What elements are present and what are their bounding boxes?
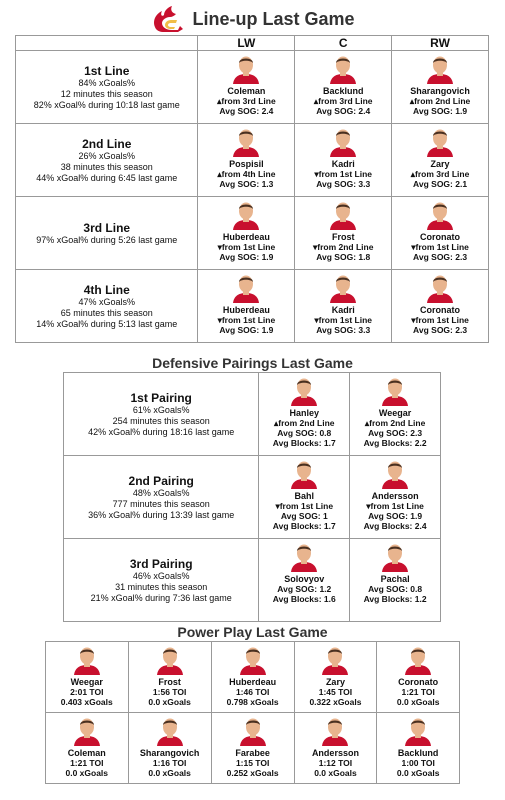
player-card <box>350 373 441 456</box>
player-avg-sog: Avg SOG: 0.8 <box>277 428 332 438</box>
player-name: Solovyov <box>284 574 325 584</box>
player-card <box>198 197 295 270</box>
line-minutes: 12 minutes this season <box>60 88 153 99</box>
player-name: Huberdeau <box>222 232 270 242</box>
player-xgoals: 0.322 xGoals <box>309 697 362 707</box>
player-card <box>259 373 350 456</box>
player-avg-sog: Avg SOG: 2.4 <box>316 106 371 116</box>
player-xgoals: 0.798 xGoals <box>226 697 279 707</box>
player-name: Frost <box>331 232 355 242</box>
player-line-change: ▾from 1st Line <box>314 169 373 179</box>
player-name: Bahl <box>294 491 315 501</box>
flames-logo-icon <box>150 5 184 33</box>
player-headshot-icon <box>320 716 350 746</box>
player-line-change: ▾from 1st Line <box>314 315 373 325</box>
forward-line-row <box>16 270 489 343</box>
pairing-xgoals: 61% xGoals% <box>132 404 190 415</box>
player-avg-sog: Avg SOG: 2.4 <box>219 106 274 116</box>
player-headshot-icon <box>425 127 455 157</box>
player-xgoals: 0.252 xGoals <box>226 768 279 778</box>
player-card <box>128 713 211 784</box>
player-xgoals: 0.0 xGoals <box>148 768 191 778</box>
player-avg-blocks: Avg Blocks: 2.2 <box>363 438 427 448</box>
player-headshot-icon <box>289 459 319 489</box>
player-xgoals: 0.0 xGoals <box>396 697 440 707</box>
forward-line-row <box>16 51 489 124</box>
player-card <box>295 270 392 343</box>
pairing-description <box>64 456 259 539</box>
player-line-change: ▾from 1st Line <box>411 242 469 252</box>
player-headshot-icon <box>238 716 268 746</box>
player-name: Andersson <box>371 491 419 501</box>
player-line-change: ▴from 3rd Line <box>313 96 373 106</box>
player-card <box>211 713 294 784</box>
pairing-last-game: 21% xGoal% during 7:36 last game <box>90 592 232 603</box>
line-last-game: 82% xGoal% during 10:18 last game <box>33 99 180 110</box>
player-name: Coronato <box>420 305 461 315</box>
player-card <box>295 197 392 270</box>
player-card <box>350 539 441 622</box>
player-avg-blocks: Avg Blocks: 1.6 <box>272 594 336 604</box>
player-card <box>392 197 489 270</box>
column-header <box>16 36 198 51</box>
player-line-change: ▴from 3rd Line <box>217 96 276 106</box>
player-headshot-icon <box>403 645 433 675</box>
player-xgoals: 0.0 xGoals <box>148 697 191 707</box>
line-last-game: 14% xGoal% during 5:13 last game <box>36 318 178 329</box>
player-headshot-icon <box>238 645 268 675</box>
player-headshot-icon <box>289 376 319 406</box>
pairing-row <box>64 456 441 539</box>
player-line-change: ▾from 1st Line <box>217 242 276 252</box>
player-name: Pospisil <box>229 159 264 169</box>
player-card <box>46 642 129 713</box>
column-header-rw: RW <box>392 36 489 51</box>
power-play-row <box>46 713 460 784</box>
line-xgoals: 47% xGoals% <box>78 296 135 307</box>
player-headshot-icon <box>231 273 261 303</box>
forward-line-row <box>16 124 489 197</box>
player-name: Sharangovich <box>139 748 200 758</box>
player-name: Hanley <box>289 408 320 418</box>
player-headshot-icon <box>328 127 358 157</box>
player-card <box>377 642 460 713</box>
player-card <box>294 713 377 784</box>
player-line-change: ▾from 1st Line <box>275 501 334 511</box>
player-name: Zary <box>430 159 450 169</box>
player-avg-sog: Avg SOG: 1.2 <box>277 584 332 594</box>
player-avg-sog: Avg SOG: 1.9 <box>368 511 423 521</box>
pairing-name: 1st Pairing <box>130 390 192 405</box>
column-header-lw: LW <box>198 36 295 51</box>
player-line-change: ▴from 2nd Line <box>409 96 471 106</box>
forward-lines-table <box>15 35 489 343</box>
player-name: Weegar <box>378 408 412 418</box>
page-title: Line-up Last Game <box>192 8 355 29</box>
player-headshot-icon <box>72 645 102 675</box>
player-name: Huberdeau <box>229 677 277 687</box>
player-headshot-icon <box>328 200 358 230</box>
line-xgoals: 84% xGoals% <box>78 77 135 88</box>
player-toi: 1:56 TOI <box>152 687 187 697</box>
player-toi: 1:46 TOI <box>235 687 270 697</box>
pairing-row <box>64 539 441 622</box>
player-headshot-icon <box>320 645 350 675</box>
player-name: Coleman <box>227 86 266 96</box>
power-play-table <box>45 641 460 784</box>
player-avg-blocks: Avg Blocks: 1.7 <box>272 438 336 448</box>
player-card <box>392 51 489 124</box>
player-name: Andersson <box>311 748 359 758</box>
player-card <box>198 51 295 124</box>
player-toi: 1:15 TOI <box>235 758 270 768</box>
player-line-change: ▴from 2nd Line <box>274 418 335 428</box>
player-name: Pachal <box>380 574 410 584</box>
player-avg-sog: Avg SOG: 2.3 <box>368 428 423 438</box>
pairing-minutes: 777 minutes this season <box>112 498 210 509</box>
player-line-change: ▾from 1st Line <box>217 315 276 325</box>
player-toi: 2:01 TOI <box>70 687 104 697</box>
player-headshot-icon <box>425 200 455 230</box>
player-line-change: ▾from 1st Line <box>366 501 424 511</box>
player-avg-blocks: Avg Blocks: 2.4 <box>363 521 427 531</box>
pairing-xgoals: 48% xGoals% <box>132 487 190 498</box>
player-name: Zary <box>325 677 345 687</box>
player-card <box>259 456 350 539</box>
player-headshot-icon <box>425 273 455 303</box>
player-card <box>128 642 211 713</box>
player-avg-sog: Avg SOG: 1.9 <box>413 106 468 116</box>
player-line-change: ▾from 1st Line <box>411 315 469 325</box>
player-headshot-icon <box>380 542 410 572</box>
line-minutes: 65 minutes this season <box>60 307 153 318</box>
player-headshot-icon <box>231 127 261 157</box>
pairing-xgoals: 46% xGoals% <box>132 570 190 581</box>
player-card <box>198 270 295 343</box>
player-card <box>211 642 294 713</box>
player-toi: 1:45 TOI <box>318 687 353 697</box>
header <box>0 4 505 34</box>
pairing-description <box>64 373 259 456</box>
player-toi: 1:12 TOI <box>318 758 353 768</box>
column-header-c: C <box>295 36 392 51</box>
player-headshot-icon <box>328 54 358 84</box>
defense-section-title: Defensive Pairings Last Game <box>152 355 353 371</box>
pairing-minutes: 254 minutes this season <box>112 415 210 426</box>
player-toi: 1:21 TOI <box>401 687 435 697</box>
player-toi: 1:00 TOI <box>401 758 435 768</box>
player-avg-sog: Avg SOG: 2.1 <box>413 179 468 189</box>
player-line-change: ▾from 2nd Line <box>312 242 374 252</box>
player-avg-sog: Avg SOG: 1.9 <box>219 325 274 335</box>
player-headshot-icon <box>231 54 261 84</box>
line-last-game: 44% xGoal% during 6:45 last game <box>36 172 178 183</box>
pairing-row <box>64 373 441 456</box>
player-headshot-icon <box>380 376 410 406</box>
player-name: Coronato <box>398 677 439 687</box>
player-card <box>294 642 377 713</box>
line-xgoals: 26% xGoals% <box>78 150 135 161</box>
player-name: Coronato <box>420 232 461 242</box>
line-description <box>16 124 198 197</box>
line-description <box>16 197 198 270</box>
player-name: Sharangovich <box>410 86 470 96</box>
player-name: Coleman <box>67 748 106 758</box>
line-description <box>16 270 198 343</box>
player-name: Weegar <box>70 677 103 687</box>
player-avg-sog: Avg SOG: 0.8 <box>368 584 423 594</box>
player-name: Kadri <box>331 159 355 169</box>
power-play-row <box>46 642 460 713</box>
line-name: 1st Line <box>84 63 130 78</box>
player-headshot-icon <box>403 716 433 746</box>
player-avg-sog: Avg SOG: 1.8 <box>316 252 371 262</box>
player-name: Backlund <box>397 748 439 758</box>
player-avg-blocks: Avg Blocks: 1.2 <box>363 594 427 604</box>
pairing-last-game: 42% xGoal% during 18:16 last game <box>88 426 235 437</box>
player-card <box>392 270 489 343</box>
pairing-name: 3rd Pairing <box>129 556 193 571</box>
power-play-section-title: Power Play Last Game <box>177 624 328 640</box>
player-name: Frost <box>158 677 181 687</box>
player-headshot-icon <box>380 459 410 489</box>
player-card <box>46 713 129 784</box>
player-headshot-icon <box>425 54 455 84</box>
player-xgoals: 0.403 xGoals <box>60 697 113 707</box>
player-headshot-icon <box>72 716 102 746</box>
player-avg-sog: Avg SOG: 1.9 <box>219 252 274 262</box>
player-line-change: ▴from 4th Line <box>217 169 276 179</box>
player-card <box>392 124 489 197</box>
player-headshot-icon <box>328 273 358 303</box>
player-card <box>198 124 295 197</box>
player-name: Huberdeau <box>222 305 270 315</box>
player-toi: 1:16 TOI <box>152 758 187 768</box>
player-card <box>377 713 460 784</box>
player-line-change: ▴from 2nd Line <box>364 418 426 428</box>
player-avg-sog: Avg SOG: 1 <box>280 511 328 521</box>
player-headshot-icon <box>289 542 319 572</box>
player-avg-sog: Avg SOG: 2.3 <box>413 325 468 335</box>
player-card <box>259 539 350 622</box>
player-line-change: ▴from 3rd Line <box>410 169 470 179</box>
player-headshot-icon <box>155 716 185 746</box>
player-card <box>295 51 392 124</box>
line-name: 4th Line <box>83 282 130 297</box>
player-avg-sog: Avg SOG: 2.3 <box>413 252 468 262</box>
player-xgoals: 0.0 xGoals <box>314 768 357 778</box>
player-card <box>350 456 441 539</box>
pairing-description <box>64 539 259 622</box>
player-name: Kadri <box>331 305 355 315</box>
player-avg-sog: Avg SOG: 3.3 <box>316 325 371 335</box>
pairing-minutes: 31 minutes this season <box>115 581 208 592</box>
player-headshot-icon <box>231 200 261 230</box>
line-minutes: 38 minutes this season <box>60 161 153 172</box>
forward-line-row <box>16 197 489 270</box>
player-xgoals: 0.0 xGoals <box>65 768 109 778</box>
line-name: 2nd Line <box>82 136 132 151</box>
pairing-last-game: 36% xGoal% during 13:39 last game <box>88 509 235 520</box>
player-name: Farabee <box>235 748 270 758</box>
player-toi: 1:21 TOI <box>70 758 104 768</box>
player-card <box>295 124 392 197</box>
pairing-name: 2nd Pairing <box>128 473 194 488</box>
column-header-row <box>16 36 489 51</box>
player-avg-blocks: Avg Blocks: 1.7 <box>272 521 336 531</box>
line-description <box>16 51 198 124</box>
player-avg-sog: Avg SOG: 3.3 <box>316 179 371 189</box>
player-xgoals: 0.0 xGoals <box>396 768 440 778</box>
player-headshot-icon <box>155 645 185 675</box>
defensive-pairings-table <box>63 372 441 622</box>
player-avg-sog: Avg SOG: 1.3 <box>219 179 274 189</box>
player-name: Backlund <box>322 86 364 96</box>
line-name: 3rd Line <box>83 220 131 235</box>
line-last-game: 97% xGoal% during 5:26 last game <box>36 234 178 245</box>
